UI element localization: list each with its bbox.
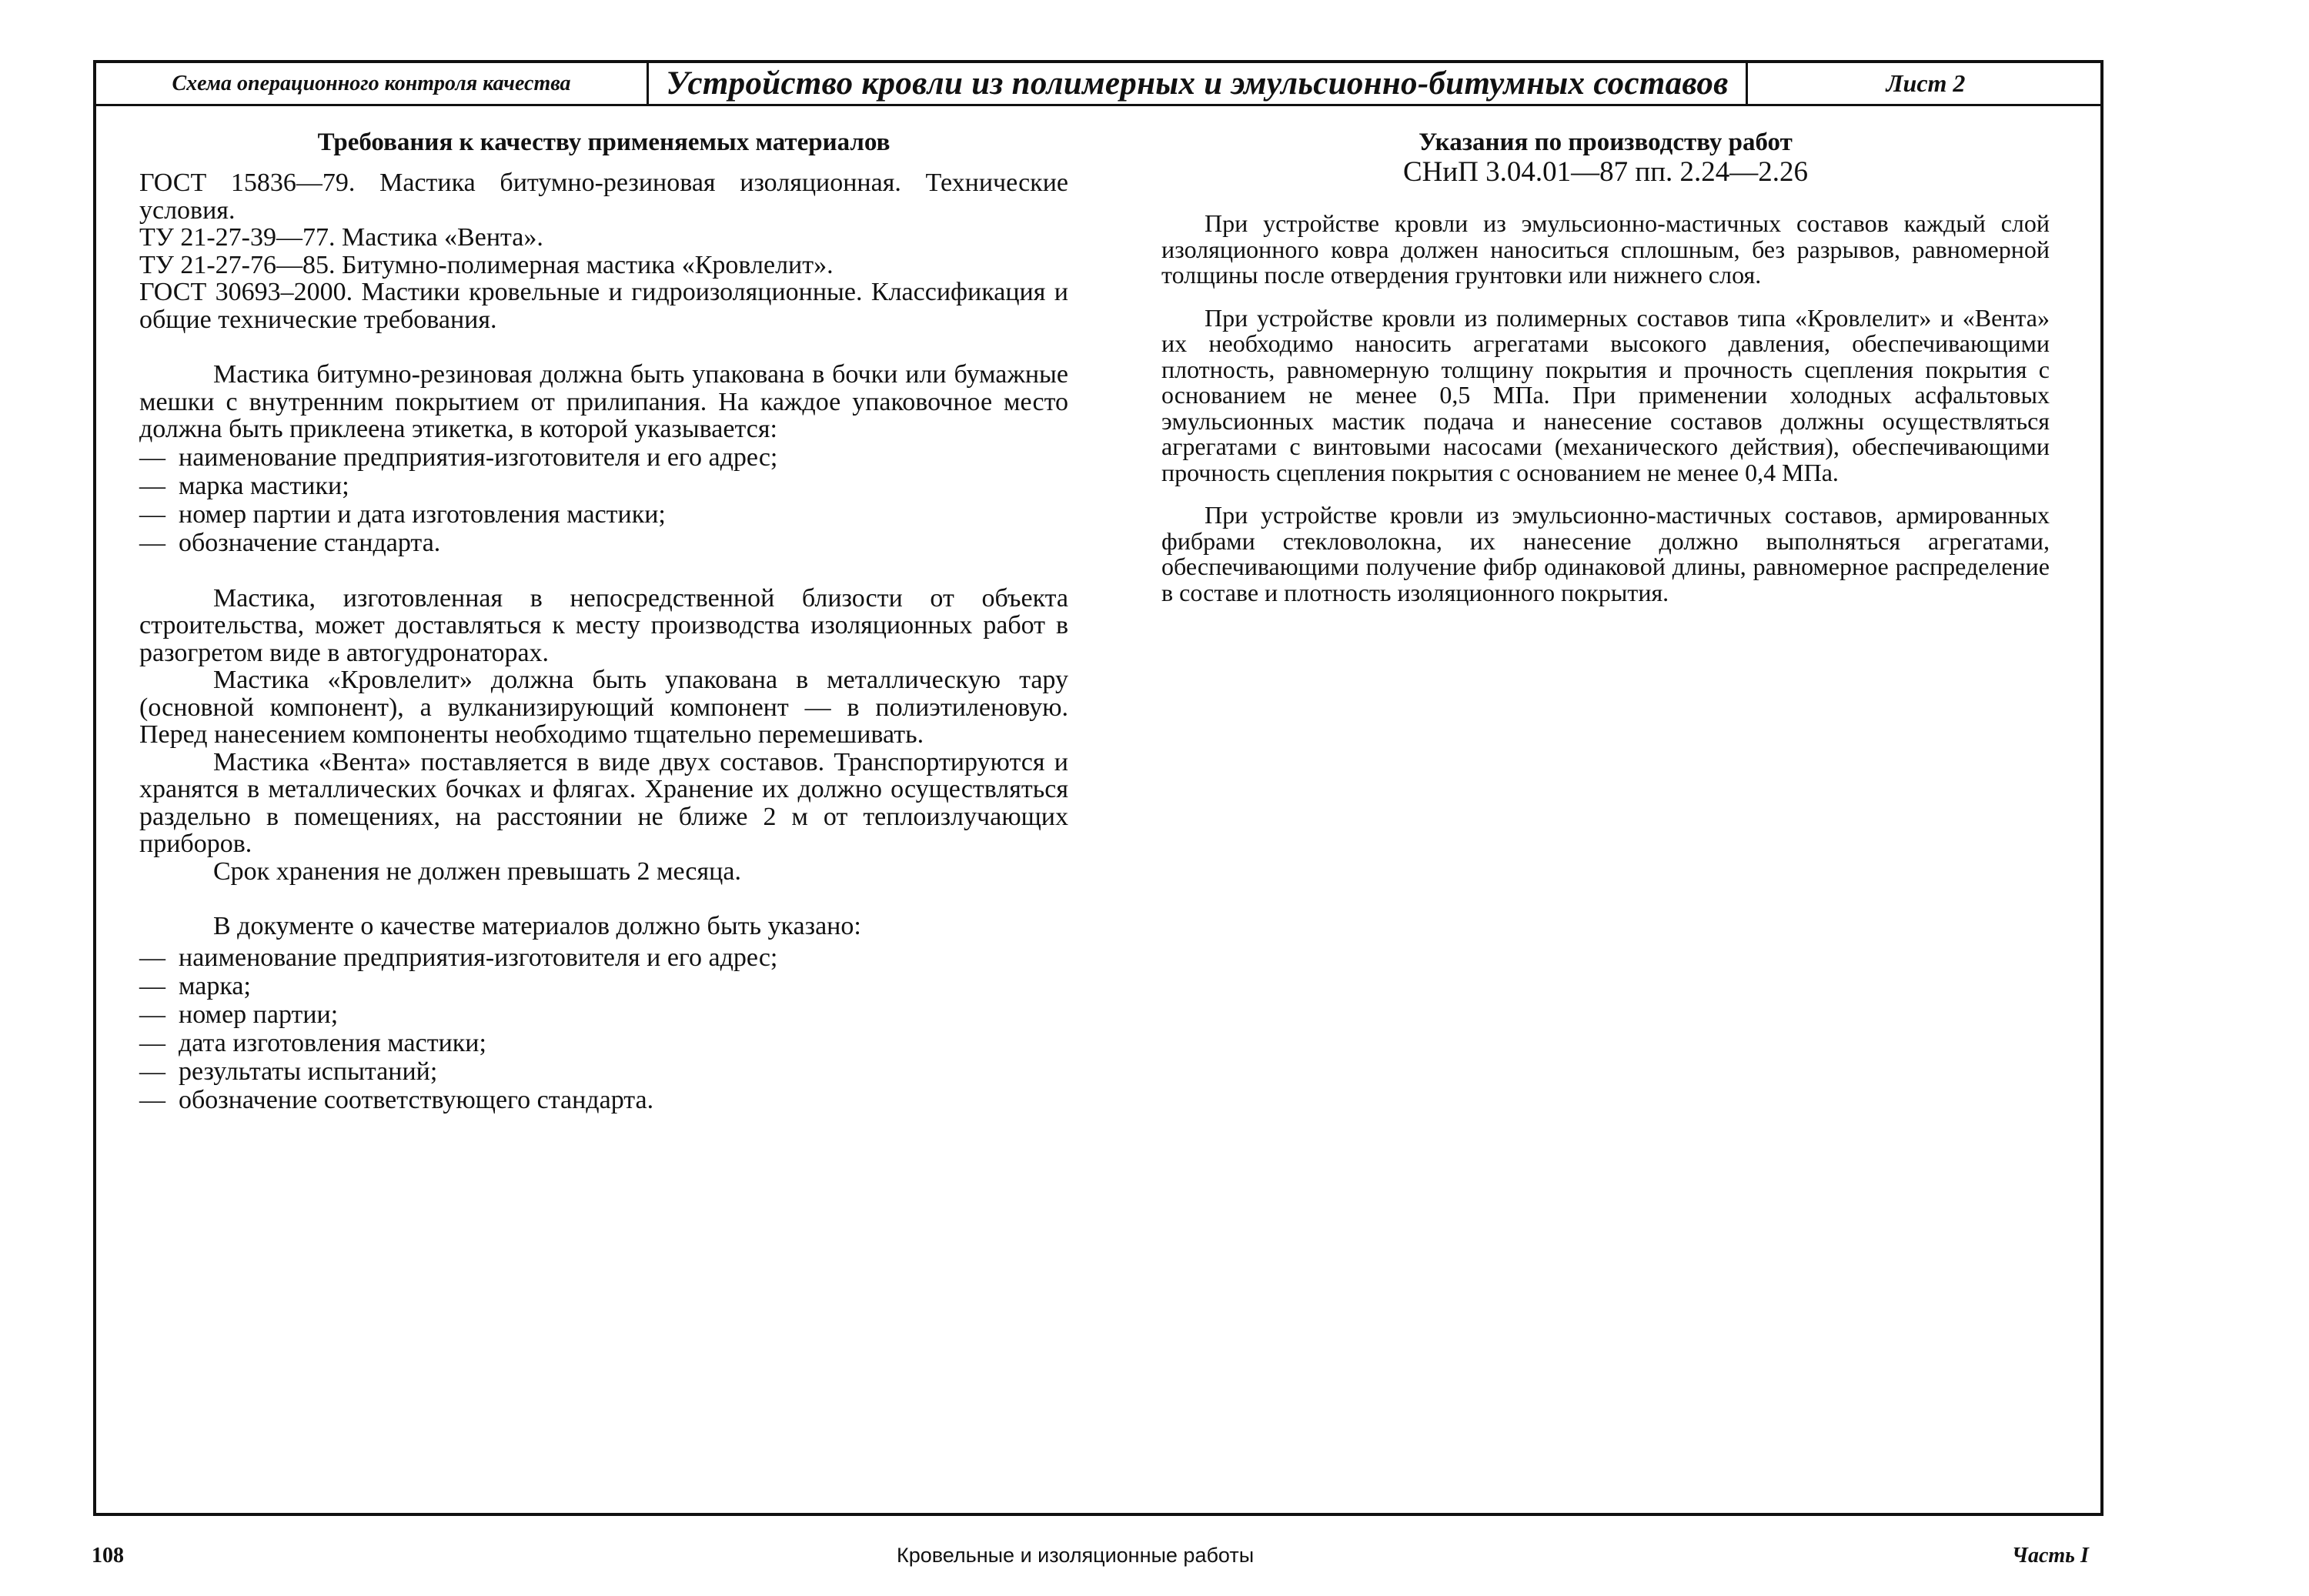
sheet-number-cell: Лист 2 <box>1886 69 1966 97</box>
list-item: — результаты испытаний; <box>139 1057 1068 1086</box>
standard-reference: ТУ 21-27-76—85. Битумно-полимерная мастика «Кровлелит». <box>139 250 834 279</box>
instructions-paragraph-2: При устройстве кровли из полимерных составов типа «Кровлелит» и «Вента» их необходимо наносить агрегатами высокого давления, обеспечивающими плотность, равномерную толщину покрытия и прочность сцепления покрытия с основанием не менее 0,5 МПа. При применении холодных асфальтовых эмульсионных мастик подача и нанесение составов должны осуществляться агрегатами с винтовыми насосами (механического действия), обеспечивающими прочность сцепления покрытия с основанием не менее 0,4 МПа. <box>1161 303 2050 486</box>
page-number: 108 <box>92 1544 124 1568</box>
delivery-paragraph: Мастика, изготовленная в непосредственной близости от объекта строительства, может доставляться к месту производства изоляционных работ в разогретом виде в автогудронаторах. <box>139 583 1068 667</box>
title-block <box>96 63 2100 106</box>
list-item: — дата изготовления мастики; <box>139 1029 1068 1057</box>
instructions-paragraph-3: При устройстве кровли из эмульсионно-мастичных составов, армированных фибрами стекловолокна, их нанесение должно выполняться агрегатами, обеспечивающими получение фибр одинаковой длины, равномерное распределение в составе и плотность изоляционного покрытия. <box>1161 501 2050 606</box>
list-item: — марка мастики; <box>139 472 1068 500</box>
list-item: — обозначение соответствующего стандарта. <box>139 1086 1068 1114</box>
page-frame <box>93 60 2103 1516</box>
label-requirements-list <box>139 443 1068 557</box>
materials-section-title: Требования к качеству применяемых материалов <box>317 129 891 156</box>
document-type-cell: Схема операционного контроля качества <box>96 63 649 104</box>
standards-list <box>139 169 1068 333</box>
list-item: — номер партии и дата изготовления мастики; <box>139 500 1068 529</box>
list-item: — номер партии; <box>139 1000 1068 1029</box>
materials-requirements-column <box>97 128 1074 1114</box>
list-item: — марка; <box>139 972 1068 1000</box>
list-item: — обозначение стандарта. <box>139 529 1068 557</box>
packaging-paragraph: Мастика битумно-резиновая должна быть упакована в бочки или бумажные мешки с внутренним покрытием от прилипания. На каждое упаковочное место должна быть приклеена этикетка, в которой указывается: <box>139 360 1068 443</box>
standard-reference: ТУ 21-27-39—77. Мастика «Вента». <box>139 223 543 252</box>
list-item: — наименование предприятия-изготовителя и его адрес; <box>139 443 1068 472</box>
standard-reference: ГОСТ 15836—79. Мастика битумно-резиновая изоляционная. Технические условия. <box>139 169 1068 225</box>
quality-document-intro: В документе о качестве материалов должно быть указано: <box>213 912 861 940</box>
part-label: Часть I <box>2012 1544 2089 1568</box>
storage-paragraph: Срок хранения не должен превышать 2 месяца. <box>213 856 741 886</box>
work-instructions-column <box>1118 128 2050 623</box>
venta-paragraph: Мастика «Вента» поставляется в виде двух составов. Транспортируются и хранятся в металлических бочках и флягах. Хранение их должно осуществляться раздельно в помещениях, на расстоянии не ближе 2 м от теплоизлучающих приборов. <box>139 747 1068 858</box>
standard-reference: ГОСТ 30693–2000. Мастики кровельные и гидроизоляционные. Классификация и общие технические требования. <box>139 278 1068 334</box>
krovlelit-paragraph: Мастика «Кровлелит» должна быть упакована в металлическую тару (основной компонент), а вулканизирующий компонент — в полиэтиленовую. Перед нанесением компоненты необходимо тщательно перемешивать. <box>139 666 1068 749</box>
instructions-section-title: Указания по производству работ <box>1418 129 1793 156</box>
running-footer-title: Кровельные и изоляционные работы <box>897 1544 1255 1567</box>
document-title-cell: Устройство кровли из полимерных и эмульсионно-битумных составов <box>649 63 1748 104</box>
instructions-paragraph-1: При устройстве кровли из эмульсионно-мастичных составов каждый слой изоляционного ковра должен наноситься сплошным, без разрывов, равномерной толщины после отвердения грунтовки или нижнего слоя. <box>1161 209 2050 289</box>
snip-reference: СНиП 3.04.01—87 пп. 2.24—2.26 <box>1402 156 1809 188</box>
list-item: — наименование предприятия-изготовителя и его адрес; <box>139 943 1068 972</box>
quality-document-list <box>139 943 1068 1114</box>
